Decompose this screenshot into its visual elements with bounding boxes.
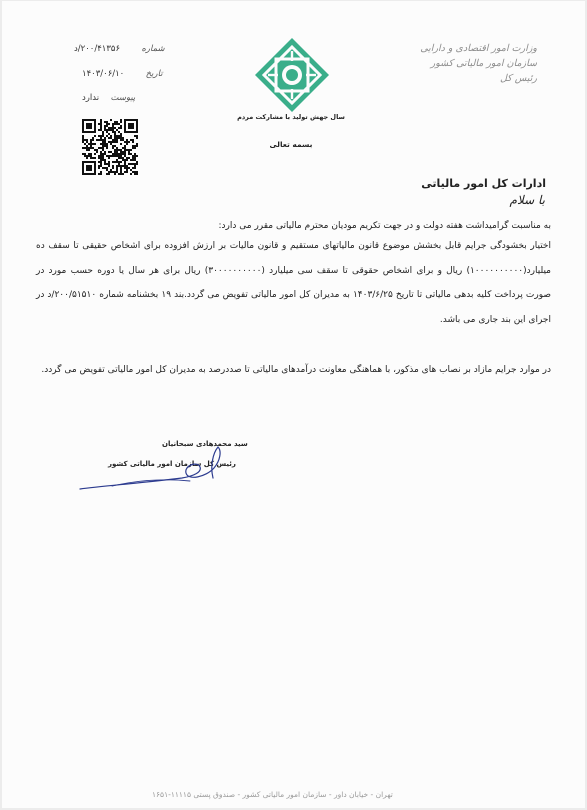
greeting: با سلام xyxy=(509,193,545,207)
attachment-label: پیوست xyxy=(110,93,136,103)
handwritten-signature xyxy=(72,431,232,496)
bismillah: بسمه تعالی xyxy=(269,140,313,149)
letter-date: ۱۴۰۳/۰۶/۱۰ xyxy=(82,69,125,79)
year-slogan: سال جهش تولید با مشارکت مردم xyxy=(237,113,345,121)
letter-number-row xyxy=(74,44,165,54)
body-paragraph-1: اختیار بخشودگی جرایم قابل بخشش موضوع قانون مالیاتهای مستقیم و قانون مالیات بر ارزش افزوده برای اشخاص حقیقی تا سقف ده میلیارد(۱۰۰۰۰۰۰۰۰۰۰) ریال و برای اشخاص حقوقی تا سقف سی میلیارد (۳۰۰۰۰۰۰۰۰۰۰) ریال برای هر سال یا دوره حسب مورد در صورت پرداخت کلیه بدهی مالیاتی تا تاریخ ۱۴۰۳/۶/۲۵ به مدیران کل امور مالیاتی تفویض می گردد.بند ۱۹ بخشنامه شماره ۲۰۰/۵۱۵۱۰/د در اجرای این بند جاری می باشد. xyxy=(36,241,551,325)
tax-organization-logo xyxy=(254,37,330,113)
body-paragraph-2: در موارد جرایم مازاد بر نصاب های مذکور، با هماهنگی معاونت درآمدهای مالیاتی تا صددرصد به مدیران کل امور مالیاتی تفویض می گردد. xyxy=(41,365,551,375)
qr-code xyxy=(82,119,138,175)
letter-date-row xyxy=(82,69,163,79)
recipient: ادارات کل امور مالیاتی xyxy=(421,177,546,190)
organization-name: سازمان امور مالیاتی کشور xyxy=(430,58,537,69)
letter-number: ۲۰۰/۴۱۳۵۶/د xyxy=(74,44,121,54)
signatory-name: سید محمدهادی سبحانیان xyxy=(162,440,248,448)
letter-date-label: تاریخ xyxy=(145,69,163,79)
attachment-value: ندارد xyxy=(82,93,100,103)
attachment-row xyxy=(82,93,135,103)
letter-number-label: شماره xyxy=(141,44,165,54)
letter-page xyxy=(2,1,585,808)
organization-office: رئیس کل xyxy=(500,73,537,84)
organization-header xyxy=(387,41,537,86)
footer-address: تهران - خیابان داور - سازمان امور مالیاتی کشور - صندوق پستی ۱۱۱۱۵-۱۶۵۱ xyxy=(152,790,393,799)
intro-paragraph: به مناسبت گرامیداشت هفته دولت و در جهت تکریم مودیان محترم مالیاتی مقرر می دارد: xyxy=(218,221,551,231)
ministry-name: وزارت امور اقتصادی و دارایی xyxy=(420,43,537,54)
signatory-title: رئیس کل سازمان امور مالیاتی کشور xyxy=(108,460,236,468)
